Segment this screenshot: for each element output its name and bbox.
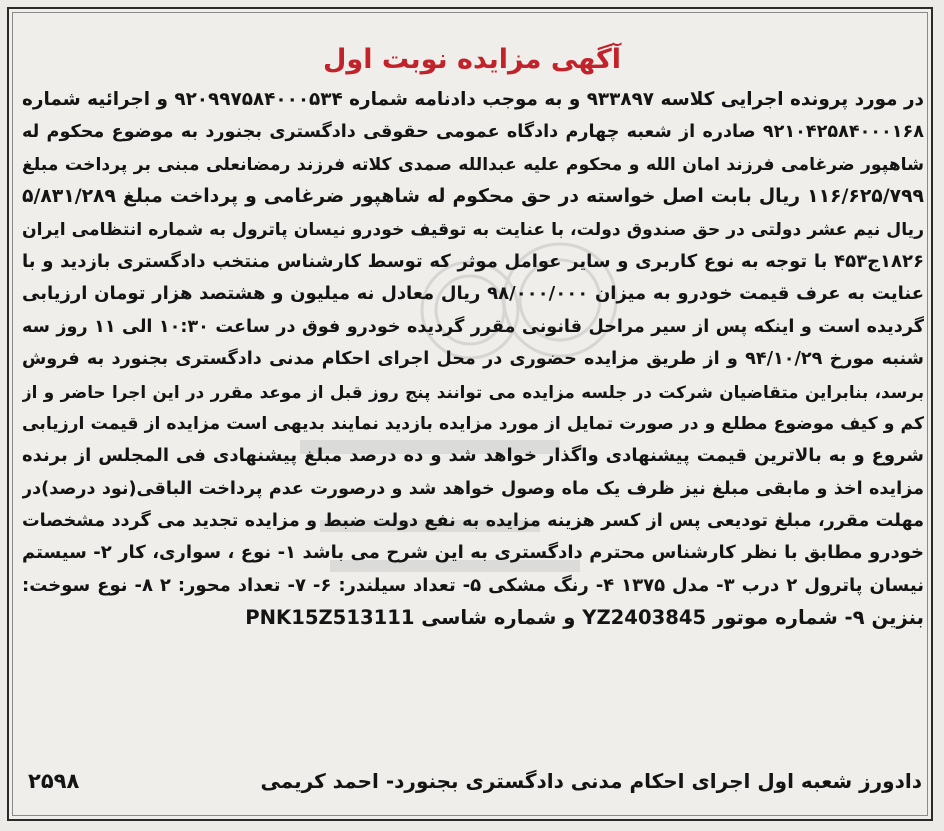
body-line: ۹۲۱۰۴۲۵۸۴۰۰۰۱۶۸ صادره از شعبه چهارم دادگاه عمومی حقوقی دادگستری بجنورد به موضوع محکوم له: [22, 122, 924, 143]
body-line: بنزین ۹- شماره موتور YZ2403845 و شماره شاسی PNK15Z513111: [245, 606, 924, 630]
body-line: برسد، بنابراین متقاضیان شرکت در جلسه مزایده می توانند پنج روز قبل از موعد مقرر در این اجرا حاضر و از: [22, 381, 924, 402]
body-line: نیسان پاترول ۲ درب ۳- مدل ۱۳۷۵ ۴- رنگ مشکی ۵- تعداد سیلندر: ۶- ۷- تعداد محور: ۲ ۸- نوع سوخت:: [22, 574, 924, 596]
body-line: ریال نیم عشر دولتی در حق صندوق دولت، با عنایت به توقیف خودرو نیسان پاترول به شماره انتظامی ایران: [22, 219, 924, 240]
body-line: ۱۸۲۶ج۴۵۳ با توجه به نوع کاربری و سایر عوامل موثر که توسط کارشناس منتخب دادگستری بازدید و با: [22, 250, 924, 272]
body-line: مزایده اخذ و مابقی مبلغ نیز ظرف یک ماه وصول خواهد شد و درصورت عدم پرداخت الباقی(نود درصد)در: [22, 478, 924, 499]
notice-footer: [22, 764, 922, 798]
body-line: ۱۱۶/۶۲۵/۷۹۹ ریال بابت اصل خواسته در حق محکوم له شاهپور ضرغامی و پرداخت مبلغ ۵/۸۳۱/۲۸۹: [22, 186, 924, 208]
notice-body: [22, 84, 924, 635]
body-line: شاهپور ضرغامی فرزند امان الله و محکوم علیه عبدالله صمدی کلاته فرزند رمضانعلی مبنی بر پرداخت مبلغ: [22, 154, 924, 175]
body-line: شنبه مورخ ۹۴/۱۰/۲۹ و از طریق مزایده حضوری در محل اجرای احکام مدنی دادگستری بجنورد به فروش: [22, 349, 924, 370]
body-line: عنایت به عرف قیمت خودرو به میزان ۹۸/۰۰۰/۰۰۰ ریال معادل نه میلیون و هشتصد هزار تومان ارزیابی: [22, 283, 924, 305]
notice-code: ۲۵۹۸: [28, 769, 80, 793]
body-line: مهلت مقرر، مبلغ تودیعی پس از کسر هزینه مزایده به نفع دولت ضبط و مزایده تجدید می گردد مشخصات: [22, 511, 924, 532]
notice-title: آگهی مزایده نوبت اول: [323, 44, 621, 75]
body-line: گردیده است و اینکه پس از سیر مراحل قانونی مقرر گردیده خودرو فوق در ساعت ۱۰:۳۰ الی ۱۱ روز سه: [22, 316, 924, 337]
body-line: خودرو مطابق با نظر کارشناس محترم دادگستری به این شرح می باشد ۱- نوع ، سواری، کار ۲- سیستم: [22, 542, 924, 564]
body-line: در مورد پرونده اجرایی کلاسه ۹۳۳۸۹۷ و به موجب دادنامه شماره ۹۲۰۹۹۷۵۸۴۰۰۰۵۳۴ و اجرائیه شماره: [22, 89, 924, 110]
body-line: شروع و به بالاترین قیمت پیشنهادی واگذار خواهد شد و ده درصد مبلغ پیشنهادی فی المجلس از برنده: [22, 445, 924, 467]
signature-line: دادورز شعبه اول اجرای احکام مدنی دادگستری بجنورد- احمد کریمی: [260, 769, 922, 793]
body-line: کم و کیف موضوع مطلع و در صورت تمایل از مورد مزایده بازدید نمایند بدیهی است مزایده از قیمت ارزیابی: [22, 413, 924, 434]
